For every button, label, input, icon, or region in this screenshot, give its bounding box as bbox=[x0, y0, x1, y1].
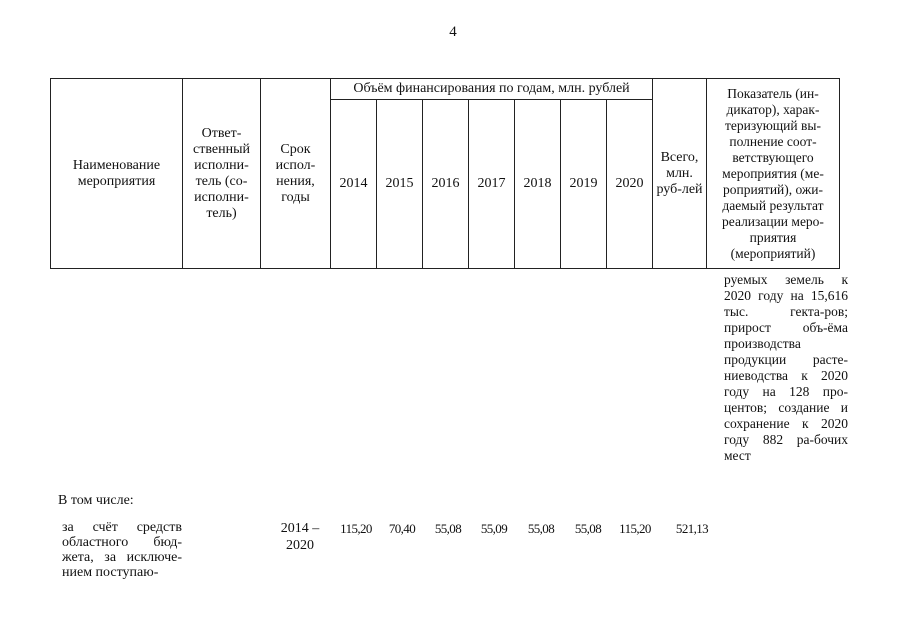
row-value-2020: 115,20 bbox=[619, 521, 651, 536]
row-funding-source-label: за счёт средств областного бюд-жета, за исключе-нием поступаю- bbox=[62, 520, 182, 580]
header-execution-term: Срок испол-нения, годы bbox=[261, 79, 331, 269]
row-value-2016: 55,08 bbox=[434, 521, 462, 536]
row-value-2017: 55,09 bbox=[480, 521, 508, 536]
row-term: 2014 – 2020 bbox=[280, 521, 320, 553]
header-year-2020: 2020 bbox=[607, 100, 653, 269]
row-value-2015: 70,40 bbox=[388, 521, 416, 536]
funding-table-header bbox=[50, 78, 840, 269]
header-activity-name: Наименование мероприятия bbox=[51, 79, 183, 269]
header-responsible-executor: Ответ-ственный исполни-тель (со-исполни-тель) bbox=[183, 79, 261, 269]
row-value-2018: 55,08 bbox=[527, 521, 555, 536]
including-label: В том числе: bbox=[58, 493, 134, 508]
header-year-2016: 2016 bbox=[423, 100, 469, 269]
indicator-continuation-text: руемых земель к 2020 году на 15,616 тыс. гекта-ров; прирост объ-ёма производства продукции расте-ниеводства к 2020 году на 128 про-центов; создание и сохранение к 2020 году 882 ра-бочих мест bbox=[724, 272, 848, 463]
header-funding-by-year: Объём финансирования по годам, млн. рублей bbox=[331, 79, 653, 100]
header-year-2019: 2019 bbox=[561, 100, 607, 269]
header-year-2014: 2014 bbox=[331, 100, 377, 269]
row-value-total: 521,13 bbox=[675, 521, 709, 536]
row-value-2014: 115,20 bbox=[340, 521, 372, 536]
header-total: Всего, млн. руб-лей bbox=[653, 79, 707, 269]
header-year-2015: 2015 bbox=[377, 100, 423, 269]
row-value-2019: 55,08 bbox=[574, 521, 602, 536]
page-number: 4 bbox=[449, 24, 457, 40]
header-year-2018: 2018 bbox=[515, 100, 561, 269]
header-year-2017: 2017 bbox=[469, 100, 515, 269]
header-indicator: Показатель (ин-дикатор), харак-теризующий вы-полнение соот-ветствующего мероприятия (ме-роприятий), ожи-даемый результат реализации меро-приятия (мероприятий) bbox=[707, 79, 840, 269]
